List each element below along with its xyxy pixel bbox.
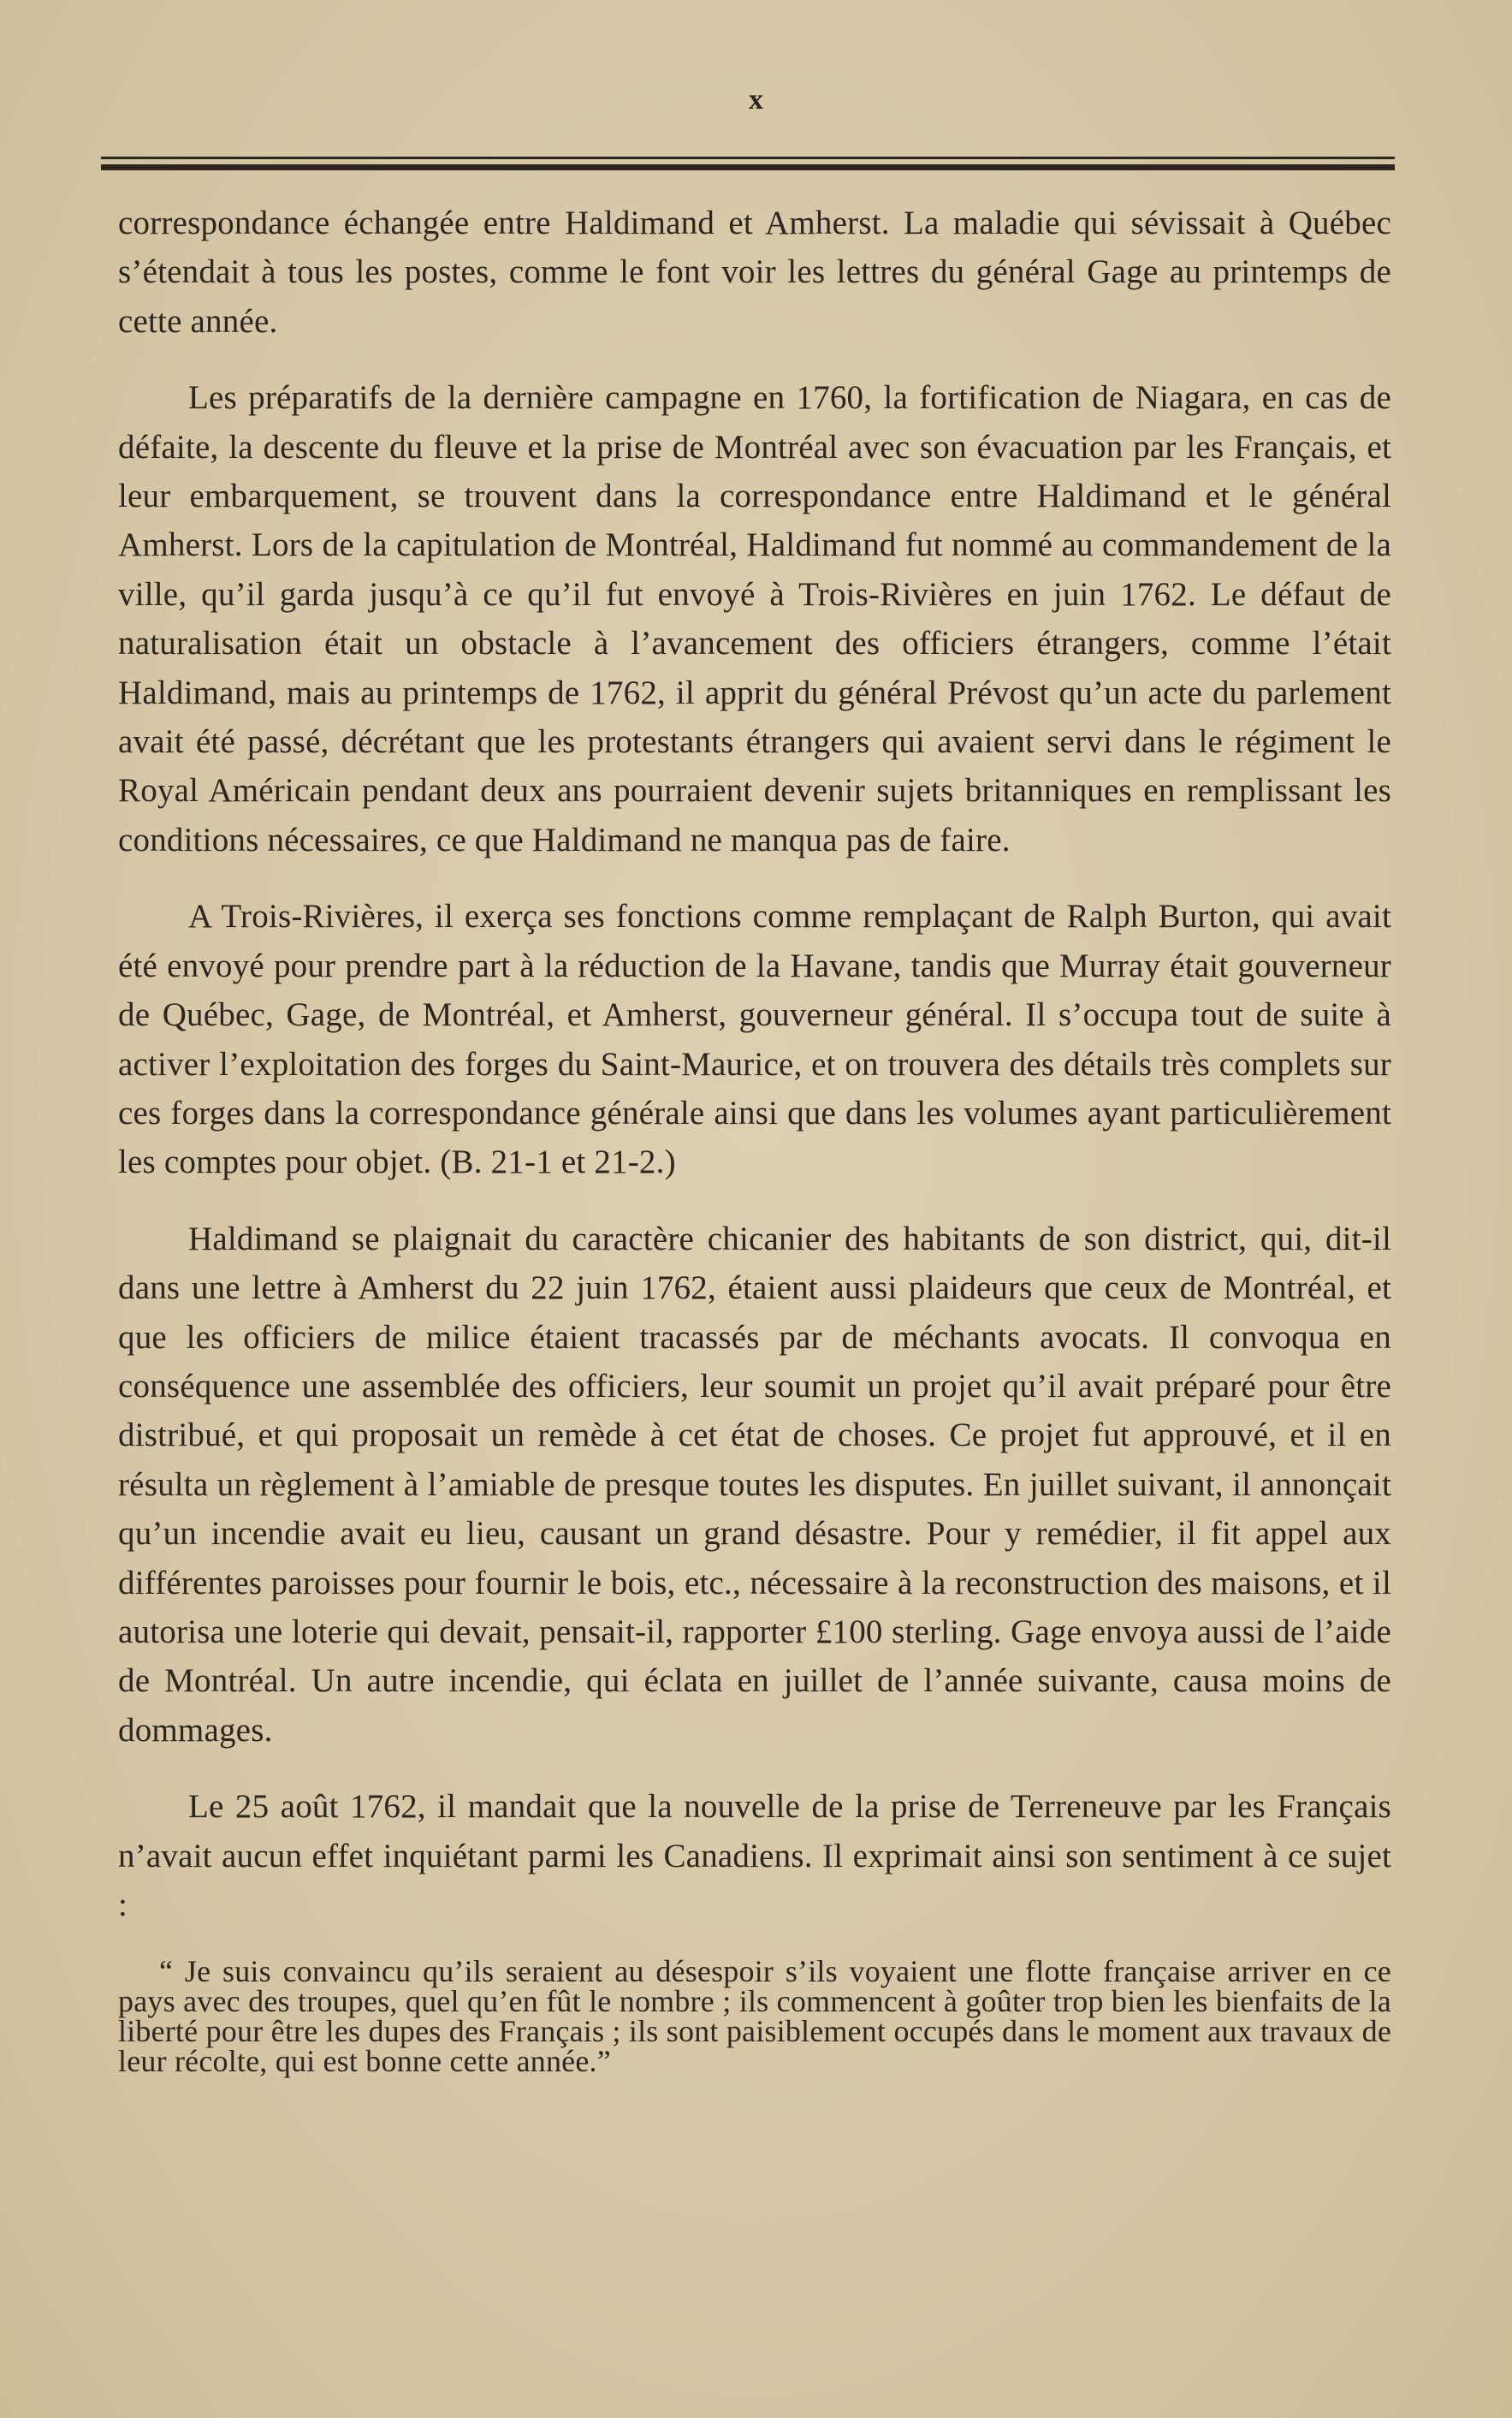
paragraph-habitants: Haldimand se plaignait du caractère chicanier des habitants de son district, qui, dit-il dans une lettre à Amherst du 22 juin 1762, étaient aussi plaideurs que ceux de Montréal, et que les officiers de milice étaient tracassés par de méchants avocats. Il convoqua en conséquence une assemblée des officiers, leur soumit un projet qu’il avait préparé pour être distribué, et qui proposait un remède à cet état de choses. Ce projet fut approuvé, et il en résulta un règlement à l’amiable de presque toutes les disputes. En juillet suivant, il annonçait qu’un incendie avait eu lieu, causant un grand désastre. Pour y remédier, il fit appel aux différentes paroisses pour fournir le bois, etc., nécessaire à la reconstruction des maisons, et il autorisa une loterie qui devait, pensait-il, rapporter £100 sterling. Gage envoya aussi de l’aide de Montréal. Un autre incendie, qui éclata en juillet de l’année suivante, causa moins de dommages.	[118, 1220, 1391, 1749]
paragraph-campaign-1760: Les préparatifs de la dernière campagne en 1760, la fortification de Niagara, en cas de défaite, la descente du fleuve et la prise de Montréal avec son évacuation par les Français, et leur embarquement, se trouvent dans la correspondance entre Haldimand et le général Amherst. Lors de la capitulation de Montréal, Haldimand fut nommé au commandement de la ville, qu’il garda jusqu’à ce qu’il fut envoyé à Trois-Rivières en juin 1762. Le défaut de naturalisation était un obstacle à l’avancement des officiers étrangers, comme l’était Haldimand, mais au printemps de 1762, il apprit du général Prévost qu’un acte du parlement avait été passé, décrétant que les protestants étrangers qui avaient servi dans le régiment le Royal Américain pendant deux ans pourraient devenir sujets britanniques en remplissant les conditions nécessaires, ce que Haldimand ne manqua pas de faire.	[118, 379, 1391, 858]
paragraph-trois-rivieres: A Trois-Rivières, il exerça ses fonctions comme remplaçant de Ralph Burton, qui avait été envoyé pour prendre part à la réduction de la Havane, tandis que Murray était gouverneur de Québec, Gage, de Montréal, et Amherst, gouverneur général. Il s’occupa tout de suite à activer l’exploitation des forges du Saint-Maurice, et on trouvera des détails très complets sur ces forges dans la correspondance générale ainsi que dans les volumes ayant particulièrement les comptes pour objet. (B. 21-1 et 21-2.)	[118, 898, 1391, 1181]
paragraph-continuation: correspondance échangée entre Haldimand et Amherst. La maladie qui sévissait à Québec s’étendait à tous les postes, comme le font voir les lettres du général Gage au printemps de cette année.	[118, 205, 1391, 340]
page-number: x	[749, 84, 763, 116]
body-text	[118, 199, 1391, 2104]
header-rule-thin	[101, 157, 1395, 159]
block-quote: “ Je suis convaincu qu’ils seraient au désespoir s’ils voyaient une flotte française arriver en ce pays avec des troupes, quel qu’en fût le nombre ; ils commencent à goûter trop bien les bienfaits de la liberté pour être les dupes des Français ; ils sont paisiblement occupés dans le moment aux travaux de leur récolte, qui est bonne cette année.”	[118, 1954, 1391, 2079]
header-rule-thick	[101, 164, 1395, 170]
paragraph-terreneuve: Le 25 août 1762, il mandait que la nouvelle de la prise de Terreneuve par les Français n’avait aucun effet inquiétant parmi les Canadiens. Il exprimait ainsi son sentiment à ce sujet :	[118, 1788, 1391, 1923]
